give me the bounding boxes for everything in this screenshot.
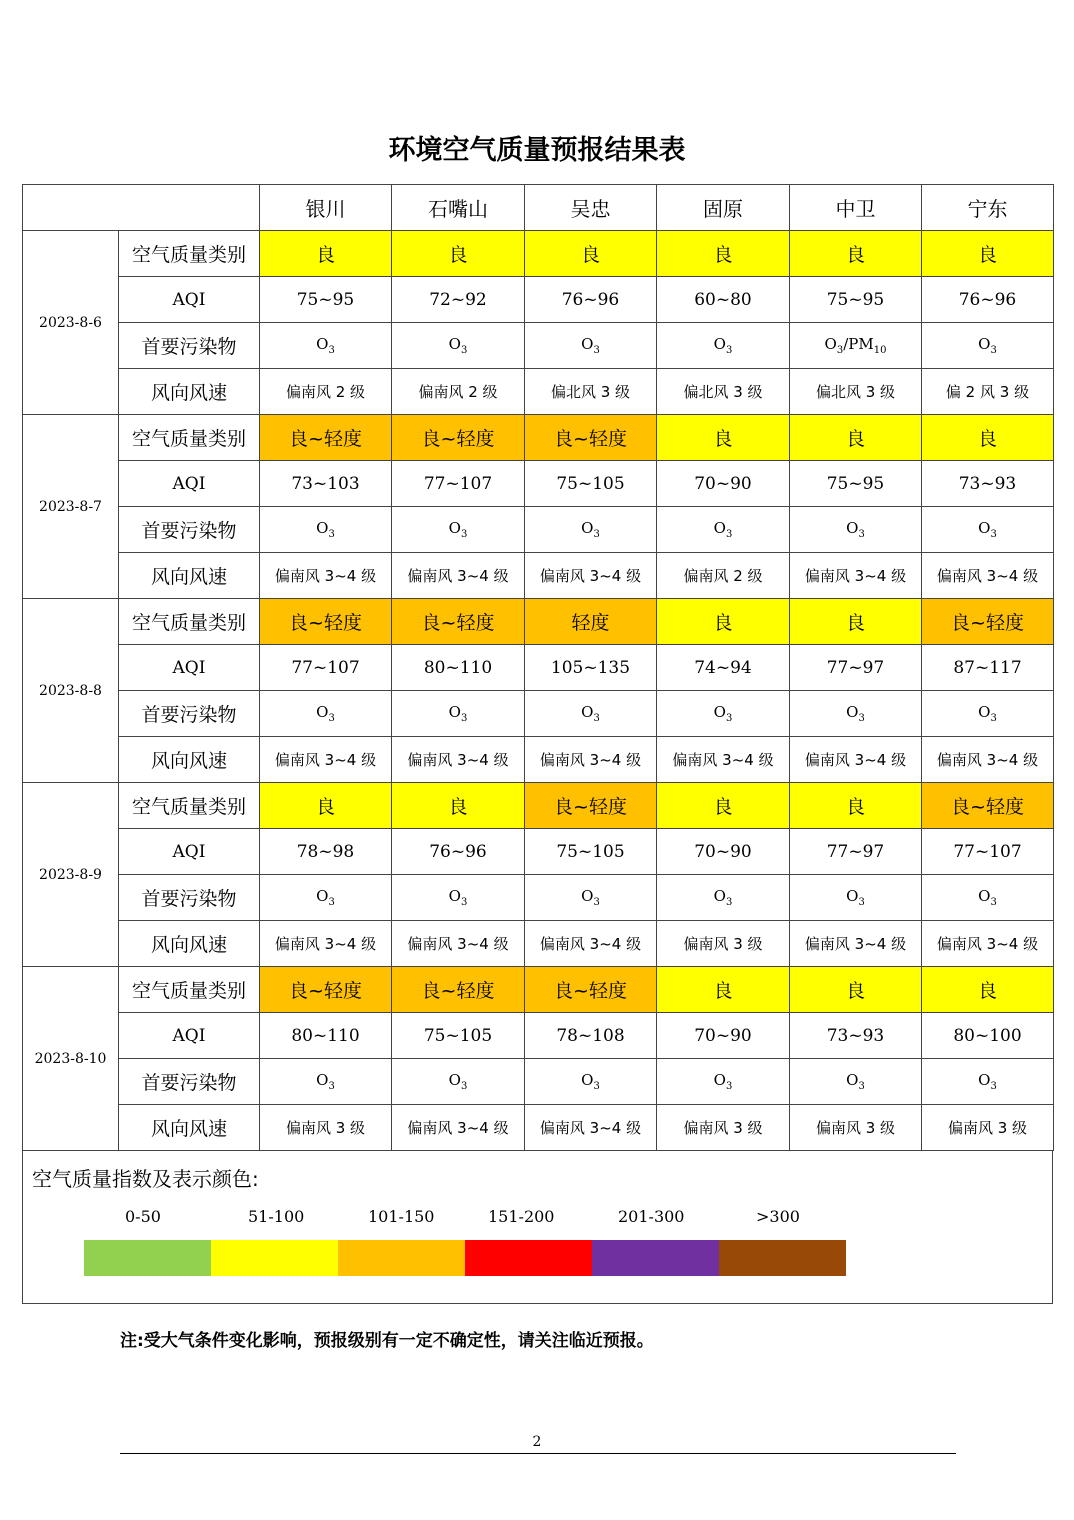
legend-color-swatch xyxy=(592,1240,719,1276)
aqi-cell: 77~107 xyxy=(392,461,525,507)
aqi-cell: 60~80 xyxy=(657,277,790,323)
pollutant-cell: $O_3$ xyxy=(260,691,392,737)
category-cell: 良~轻度 xyxy=(260,415,392,461)
aqi-cell: 73~93 xyxy=(922,461,1054,507)
aqi-cell: 78~98 xyxy=(260,829,392,875)
header-corner-cell xyxy=(23,185,260,231)
pollutant-cell: $O_3$ xyxy=(922,691,1054,737)
row-label-category: 空气质量类别 xyxy=(119,415,260,461)
aqi-cell: 76~96 xyxy=(525,277,657,323)
forecast-date: 2023-8-9 xyxy=(23,783,119,967)
pollutant-cell: $O_3$ xyxy=(260,1059,392,1105)
row-label-aqi: AQI xyxy=(119,461,260,507)
city-header: 石嘴山 xyxy=(392,185,525,231)
wind-cell: 偏南风 3~4 级 xyxy=(922,737,1054,783)
category-cell: 良~轻度 xyxy=(392,415,525,461)
category-cell: 良~轻度 xyxy=(525,415,657,461)
pollutant-cell: $O_3$ xyxy=(790,507,922,553)
row-label-pollutant: 首要污染物 xyxy=(119,507,260,553)
wind-cell: 偏南风 3~4 级 xyxy=(260,921,392,967)
pollutant-cell: $O_3$ xyxy=(260,507,392,553)
pollutant-cell: $O_3$ xyxy=(790,691,922,737)
wind-row xyxy=(23,921,1054,967)
aqi-cell: 78~108 xyxy=(525,1013,657,1059)
category-cell: 良 xyxy=(392,783,525,829)
aqi-cell: 80~110 xyxy=(260,1013,392,1059)
category-cell: 良 xyxy=(260,231,392,277)
pollutant-cell: $O_3$ xyxy=(392,323,525,369)
category-cell: 良 xyxy=(657,599,790,645)
pollutant-cell: $O_3$ xyxy=(657,875,790,921)
category-cell: 良~轻度 xyxy=(392,967,525,1013)
wind-cell: 偏北风 3 级 xyxy=(657,369,790,415)
aqi-cell: 87~117 xyxy=(922,645,1054,691)
row-label-aqi: AQI xyxy=(119,277,260,323)
aqi-row xyxy=(23,1013,1054,1059)
legend-color-swatch xyxy=(211,1240,338,1276)
city-header: 银川 xyxy=(260,185,392,231)
wind-cell: 偏南风 2 级 xyxy=(260,369,392,415)
wind-row xyxy=(23,369,1054,415)
aqi-color-legend xyxy=(22,1151,1053,1304)
aqi-cell: 75~95 xyxy=(260,277,392,323)
aqi-cell: 75~105 xyxy=(525,461,657,507)
city-header: 吴忠 xyxy=(525,185,657,231)
city-header: 中卫 xyxy=(790,185,922,231)
category-cell: 良 xyxy=(790,599,922,645)
category-cell: 良 xyxy=(657,415,790,461)
wind-row xyxy=(23,737,1054,783)
legend-range-label: 101-150 xyxy=(368,1207,435,1226)
wind-cell: 偏南风 3~4 级 xyxy=(525,553,657,599)
category-cell: 良~轻度 xyxy=(525,783,657,829)
wind-row xyxy=(23,553,1054,599)
category-cell: 良~轻度 xyxy=(525,967,657,1013)
pollutant-cell: $O_3$ xyxy=(392,507,525,553)
pollutant-cell: $O_3$ xyxy=(657,323,790,369)
aqi-cell: 70~90 xyxy=(657,461,790,507)
aqi-cell: 73~93 xyxy=(790,1013,922,1059)
legend-range-label: 0-50 xyxy=(125,1207,161,1226)
legend-range-label: >300 xyxy=(756,1207,800,1226)
row-label-category: 空气质量类别 xyxy=(119,967,260,1013)
row-label-pollutant: 首要污染物 xyxy=(119,323,260,369)
aqi-cell: 80~100 xyxy=(922,1013,1054,1059)
aqi-cell: 105~135 xyxy=(525,645,657,691)
pollutant-cell: $O_3$ xyxy=(657,507,790,553)
category-cell: 良~轻度 xyxy=(922,599,1054,645)
legend-color-swatch xyxy=(465,1240,592,1276)
row-label-pollutant: 首要污染物 xyxy=(119,691,260,737)
pollutant-cell: $O_3$ xyxy=(657,691,790,737)
row-label-wind: 风向风速 xyxy=(119,1105,260,1151)
wind-cell: 偏南风 3~4 级 xyxy=(790,737,922,783)
pollutant-cell: $O_3$ xyxy=(922,323,1054,369)
pollutant-cell: $O_3$ xyxy=(525,1059,657,1105)
pollutant-row xyxy=(23,875,1054,921)
page-title: 环境空气质量预报结果表 xyxy=(388,135,686,166)
pollutant-cell: $O_3$ xyxy=(392,875,525,921)
wind-cell: 偏南风 3~4 级 xyxy=(790,921,922,967)
wind-cell: 偏南风 3~4 级 xyxy=(392,553,525,599)
wind-cell: 偏南风 3~4 级 xyxy=(260,553,392,599)
category-row xyxy=(23,967,1054,1013)
wind-cell: 偏南风 3~4 级 xyxy=(525,1105,657,1151)
row-label-pollutant: 首要污染物 xyxy=(119,1059,260,1105)
pollutant-row xyxy=(23,1059,1054,1105)
wind-cell: 偏南风 3~4 级 xyxy=(525,921,657,967)
wind-cell: 偏南风 3~4 级 xyxy=(392,1105,525,1151)
row-label-aqi: AQI xyxy=(119,829,260,875)
row-label-aqi: AQI xyxy=(119,1013,260,1059)
pollutant-cell: $O_3$ xyxy=(525,691,657,737)
category-cell: 良 xyxy=(525,231,657,277)
row-label-wind: 风向风速 xyxy=(119,553,260,599)
wind-cell: 偏南风 2 级 xyxy=(657,553,790,599)
pollutant-row xyxy=(23,323,1054,369)
aqi-cell: 75~105 xyxy=(525,829,657,875)
forecast-date: 2023-8-6 xyxy=(23,231,119,415)
forecast-date: 2023-8-7 xyxy=(23,415,119,599)
category-cell: 良 xyxy=(790,415,922,461)
wind-cell: 偏北风 3 级 xyxy=(525,369,657,415)
pollutant-cell: $O_3$ xyxy=(260,875,392,921)
legend-color-swatch xyxy=(84,1240,211,1276)
category-cell: 良 xyxy=(657,231,790,277)
pollutant-cell: $O_3$ xyxy=(525,507,657,553)
wind-cell: 偏南风 3~4 级 xyxy=(790,553,922,599)
legend-color-swatch xyxy=(338,1240,465,1276)
city-header: 固原 xyxy=(657,185,790,231)
row-label-category: 空气质量类别 xyxy=(119,599,260,645)
aqi-row xyxy=(23,645,1054,691)
pollutant-cell: $O_3$ xyxy=(790,1059,922,1105)
aqi-row xyxy=(23,461,1054,507)
wind-cell: 偏南风 3~4 级 xyxy=(392,737,525,783)
category-row xyxy=(23,783,1054,829)
aqi-cell: 77~97 xyxy=(790,645,922,691)
pollutant-cell: $O_3$ xyxy=(392,1059,525,1105)
legend-color-swatch xyxy=(719,1240,846,1276)
city-header: 宁东 xyxy=(922,185,1054,231)
pollutant-cell: $O_3$ xyxy=(525,323,657,369)
aqi-cell: 75~95 xyxy=(790,461,922,507)
row-label-category: 空气质量类别 xyxy=(119,783,260,829)
wind-cell: 偏北风 3 级 xyxy=(790,369,922,415)
pollutant-row xyxy=(23,507,1054,553)
row-label-wind: 风向风速 xyxy=(119,369,260,415)
row-label-pollutant: 首要污染物 xyxy=(119,875,260,921)
category-row xyxy=(23,231,1054,277)
row-label-category: 空气质量类别 xyxy=(119,231,260,277)
wind-cell: 偏南风 3~4 级 xyxy=(260,737,392,783)
legend-title: 空气质量指数及表示颜色: xyxy=(32,1167,259,1191)
wind-cell: 偏南风 3 级 xyxy=(657,1105,790,1151)
category-cell: 良~轻度 xyxy=(260,967,392,1013)
aqi-cell: 76~96 xyxy=(392,829,525,875)
pollutant-cell: $O_3$ xyxy=(922,875,1054,921)
category-cell: 良~轻度 xyxy=(392,599,525,645)
category-cell: 良 xyxy=(657,783,790,829)
category-cell: 良 xyxy=(922,231,1054,277)
pollutant-cell: $O_3$ xyxy=(922,1059,1054,1105)
aqi-cell: 76~96 xyxy=(922,277,1054,323)
wind-cell: 偏南风 3 级 xyxy=(922,1105,1054,1151)
wind-cell: 偏南风 2 级 xyxy=(392,369,525,415)
pollutant-cell: $O_3$ xyxy=(657,1059,790,1105)
legend-range-label: 201-300 xyxy=(618,1207,685,1226)
page-number: 2 xyxy=(532,1434,542,1450)
aqi-cell: 70~90 xyxy=(657,829,790,875)
row-label-wind: 风向风速 xyxy=(119,921,260,967)
category-row xyxy=(23,599,1054,645)
aqi-row xyxy=(23,829,1054,875)
category-cell: 良 xyxy=(790,967,922,1013)
category-row xyxy=(23,415,1054,461)
aqi-cell: 70~90 xyxy=(657,1013,790,1059)
pollutant-row xyxy=(23,691,1054,737)
wind-row xyxy=(23,1105,1054,1151)
category-cell: 良 xyxy=(260,783,392,829)
category-cell: 良 xyxy=(790,783,922,829)
aqi-cell: 75~105 xyxy=(392,1013,525,1059)
category-cell: 良 xyxy=(657,967,790,1013)
forecast-date: 2023-8-8 xyxy=(23,599,119,783)
wind-cell: 偏南风 3~4 级 xyxy=(657,737,790,783)
pollutant-cell: $O_3$ xyxy=(392,691,525,737)
wind-cell: 偏南风 3~4 级 xyxy=(922,921,1054,967)
row-label-aqi: AQI xyxy=(119,645,260,691)
forecast-table xyxy=(22,184,1054,1151)
category-cell: 良 xyxy=(922,967,1054,1013)
wind-cell: 偏 2 风 3 级 xyxy=(922,369,1054,415)
aqi-cell: 75~95 xyxy=(790,277,922,323)
wind-cell: 偏南风 3 级 xyxy=(790,1105,922,1151)
category-cell: 良 xyxy=(790,231,922,277)
pollutant-cell: $O_3$ xyxy=(922,507,1054,553)
aqi-cell: 73~103 xyxy=(260,461,392,507)
aqi-cell: 77~107 xyxy=(922,829,1054,875)
aqi-cell: 77~97 xyxy=(790,829,922,875)
category-cell: 良 xyxy=(922,415,1054,461)
category-cell: 良~轻度 xyxy=(260,599,392,645)
category-cell: 良 xyxy=(392,231,525,277)
pollutant-cell: $O_3$ xyxy=(790,875,922,921)
aqi-cell: 74~94 xyxy=(657,645,790,691)
wind-cell: 偏南风 3~4 级 xyxy=(922,553,1054,599)
pollutant-cell: $O_3/PM_{10}$ xyxy=(790,323,922,369)
wind-cell: 偏南风 3~4 级 xyxy=(392,921,525,967)
forecast-date: 2023-8-10 xyxy=(23,967,119,1151)
pollutant-cell: $O_3$ xyxy=(260,323,392,369)
category-cell: 良~轻度 xyxy=(922,783,1054,829)
header-row xyxy=(23,185,1054,231)
wind-cell: 偏南风 3 级 xyxy=(260,1105,392,1151)
legend-range-label: 51-100 xyxy=(248,1207,305,1226)
aqi-cell: 77~107 xyxy=(260,645,392,691)
wind-cell: 偏南风 3~4 级 xyxy=(525,737,657,783)
aqi-cell: 80~110 xyxy=(392,645,525,691)
footer-divider xyxy=(120,1453,956,1454)
aqi-row xyxy=(23,277,1054,323)
aqi-cell: 72~92 xyxy=(392,277,525,323)
row-label-wind: 风向风速 xyxy=(119,737,260,783)
category-cell: 轻度 xyxy=(525,599,657,645)
legend-range-label: 151-200 xyxy=(488,1207,555,1226)
wind-cell: 偏南风 3 级 xyxy=(657,921,790,967)
pollutant-cell: $O_3$ xyxy=(525,875,657,921)
forecast-note: 注:受大气条件变化影响，预报级别有一定不确定性，请关注临近预报。 xyxy=(120,1331,654,1351)
